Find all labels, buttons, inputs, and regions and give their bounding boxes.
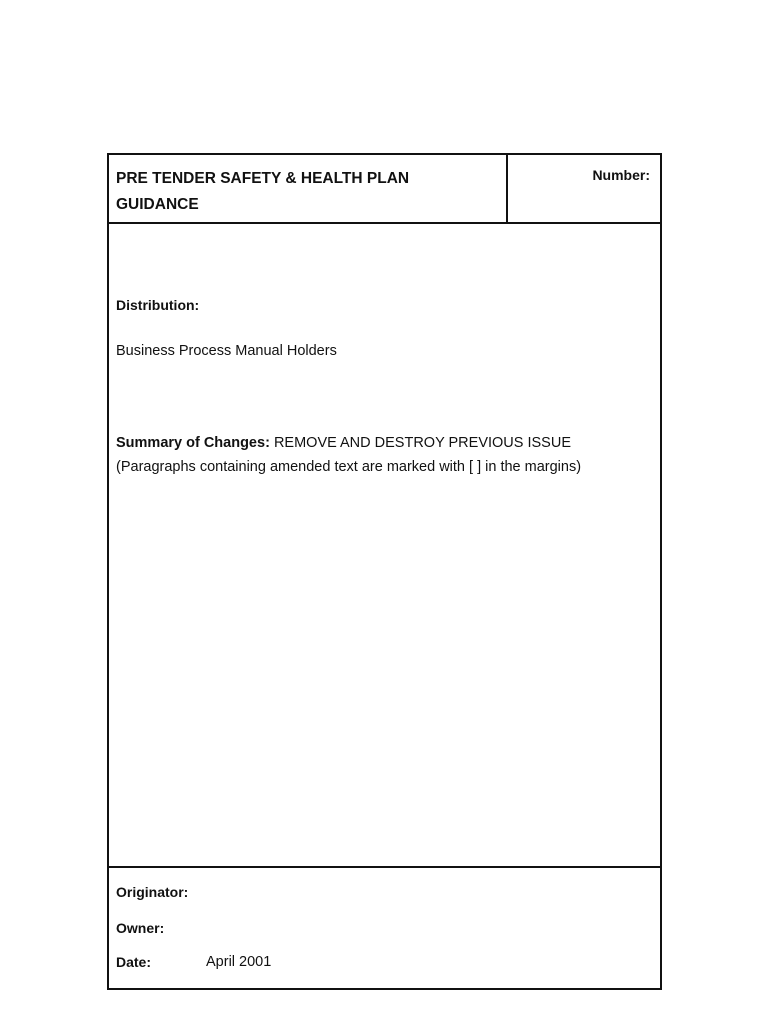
originator-label: Originator: <box>116 884 189 900</box>
summary-of-changes <box>116 435 571 451</box>
document-frame <box>107 153 662 990</box>
summary-value: REMOVE AND DESTROY PREVIOUS ISSUE <box>273 435 571 451</box>
header-row <box>109 155 660 224</box>
body-section <box>109 224 660 868</box>
title-cell <box>109 155 508 222</box>
number-label: Number: <box>592 167 650 183</box>
footer-section <box>109 868 660 988</box>
distribution-value: Business Process Manual Holders <box>116 343 337 359</box>
owner-label: Owner: <box>116 920 165 936</box>
distribution-label: Distribution: <box>116 297 200 313</box>
document-title: PRE TENDER SAFETY & HEALTH PLAN GUIDANCE <box>116 170 410 213</box>
summary-note: (Paragraphs containing amended text are marked with [ ] in the margins) <box>116 459 582 475</box>
number-cell <box>508 155 660 222</box>
date-value: April 2001 <box>206 954 272 970</box>
summary-label: Summary of Changes: <box>116 435 270 451</box>
date-label: Date: <box>116 954 152 970</box>
